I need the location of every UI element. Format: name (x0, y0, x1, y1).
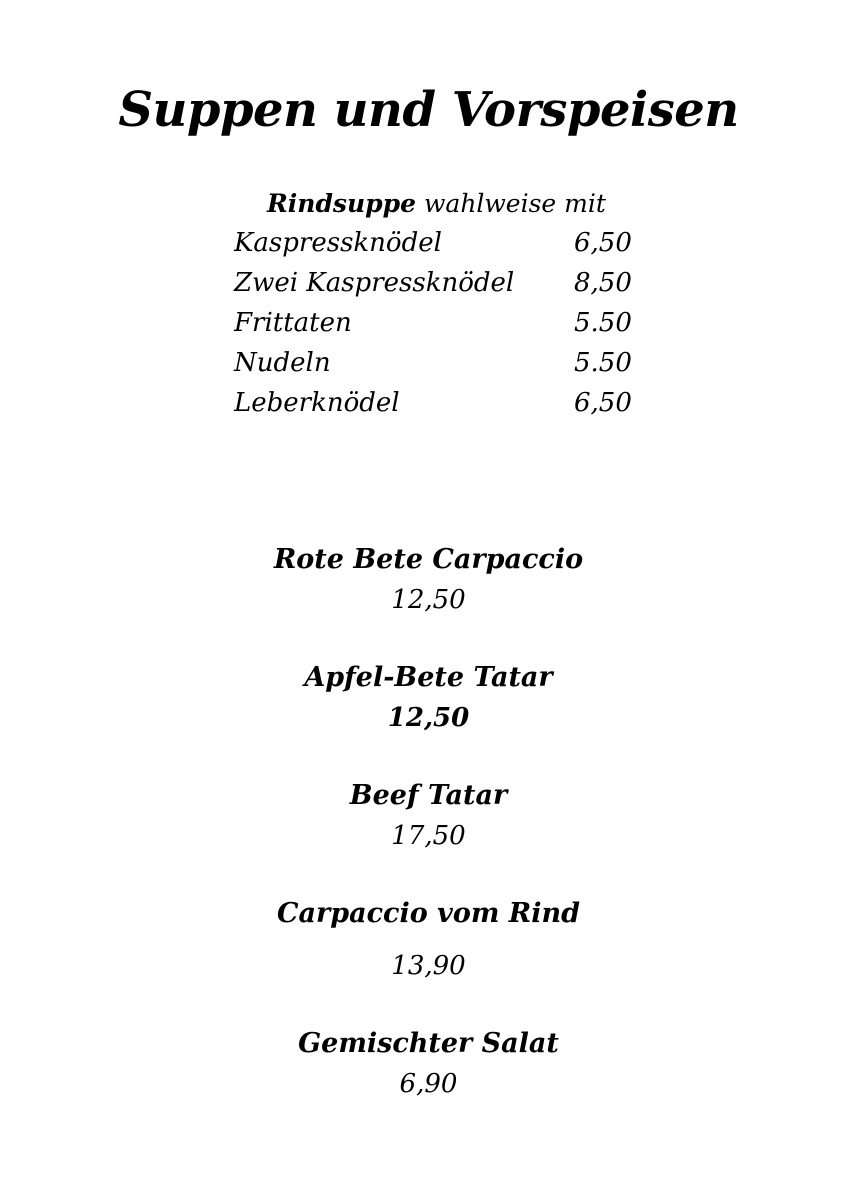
soup-option-row (234, 263, 634, 303)
dish-item (0, 540, 857, 620)
soup-option-name: Leberknödel (234, 388, 400, 418)
soup-option-name: Kaspressknödel (234, 228, 442, 258)
dish-price: 12,50 (391, 585, 466, 615)
dish-price: 17,50 (391, 821, 466, 851)
page-title: Suppen und Vorspeisen (118, 82, 739, 138)
dish-item (0, 776, 857, 856)
dish-name: Beef Tatar (349, 780, 508, 811)
dish-item (0, 1024, 857, 1104)
dish-item (0, 658, 857, 738)
dish-name: Rote Bete Carpaccio (273, 544, 584, 575)
dish-name: Carpaccio vom Rind (277, 898, 580, 929)
soup-section (234, 185, 634, 423)
soup-option-row (234, 383, 634, 423)
soup-option-row (234, 223, 634, 263)
dish-item (0, 894, 857, 986)
soup-option-name: Frittaten (234, 308, 352, 338)
dish-price: 6,90 (399, 1069, 458, 1099)
soup-option-price: 5.50 (574, 308, 632, 338)
soup-heading-name: Rindsuppe (267, 189, 417, 218)
dish-price: 13,90 (391, 951, 466, 981)
soup-option-name: Zwei Kaspressknödel (234, 268, 515, 298)
soup-heading-note: wahlweise mit (416, 189, 606, 218)
soup-option-row (234, 303, 634, 343)
dish-name: Apfel-Bete Tatar (304, 662, 553, 693)
soup-option-row (234, 343, 634, 383)
soup-option-price: 8,50 (574, 268, 632, 298)
soup-option-name: Nudeln (234, 348, 331, 378)
starters-section (0, 540, 857, 1142)
soup-heading (267, 185, 634, 223)
soup-option-price: 6,50 (574, 228, 632, 258)
soup-option-price: 6,50 (574, 388, 632, 418)
dish-name: Gemischter Salat (298, 1028, 559, 1059)
dish-price: 12,50 (387, 703, 470, 733)
soup-option-price: 5.50 (574, 348, 632, 378)
